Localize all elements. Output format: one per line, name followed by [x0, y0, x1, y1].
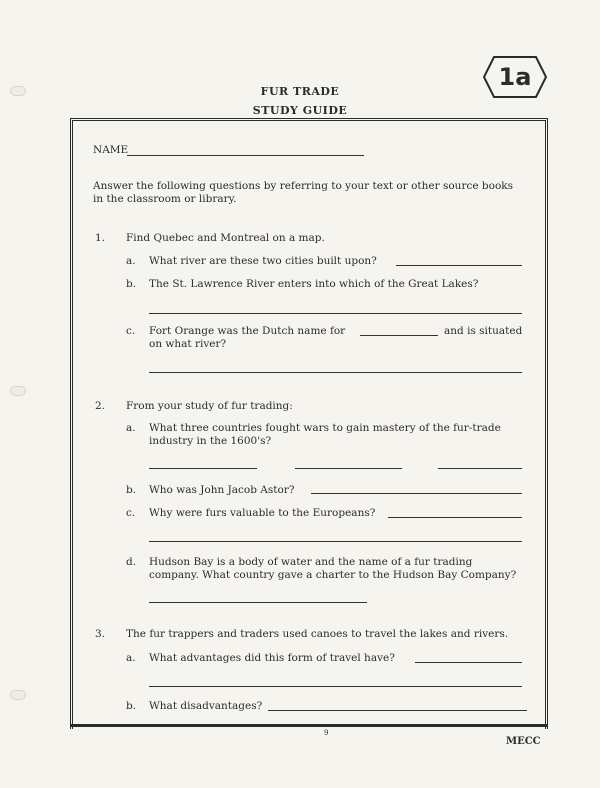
page-number: 9	[324, 729, 329, 737]
q2b-text: Who was John Jacob Astor?	[149, 484, 295, 496]
q1c-answer-line[interactable]	[149, 372, 522, 373]
q2c-inline-answer-line[interactable]	[388, 517, 522, 518]
publisher-label: MECC	[506, 736, 541, 747]
q2b-letter: b.	[126, 484, 137, 496]
binder-hole-bottom	[10, 690, 26, 700]
q2b-answer-line[interactable]	[311, 493, 522, 494]
q1a-answer-line[interactable]	[396, 265, 522, 266]
q2c-answer-line[interactable]	[149, 541, 522, 542]
q2a-line-2: industry in the 1600's?	[149, 435, 272, 447]
q3a-letter: a.	[126, 652, 136, 664]
name-answer-line[interactable]	[127, 155, 364, 156]
q3-prompt: The fur trappers and traders used canoes to travel the lakes and rivers.	[126, 628, 509, 640]
q1a-text: What river are these two cities built upon?	[149, 255, 377, 267]
q2c-text: Why were furs valuable to the Europeans?	[149, 507, 376, 519]
q3a-inline-answer-line[interactable]	[415, 662, 522, 663]
q3b-text: What disadvantages?	[149, 700, 263, 712]
q2d-line-2: company. What country gave a charter to the Hudson Bay Company?	[149, 569, 517, 581]
q2a-answer-line-1[interactable]	[149, 468, 257, 469]
lesson-badge-label: 1a	[498, 63, 532, 91]
q1b-text: The St. Lawrence River enters into which of the Great Lakes?	[149, 278, 479, 290]
q3a-text: What advantages did this form of travel have?	[149, 652, 395, 664]
q2-number: 2.	[95, 400, 106, 412]
worksheet-frame-bottom	[70, 724, 548, 731]
binder-hole-middle	[10, 386, 26, 396]
q2c-letter: c.	[126, 507, 136, 519]
q1b-answer-line[interactable]	[149, 313, 522, 314]
q1a-letter: a.	[126, 255, 136, 267]
q2a-answer-line-3[interactable]	[438, 468, 522, 469]
q2d-line-1: Hudson Bay is a body of water and the name of a fur trading	[149, 556, 473, 568]
q1c-text-part1: Fort Orange was the Dutch name for	[149, 325, 346, 337]
q3-number: 3.	[95, 628, 106, 640]
q1-number: 1.	[95, 232, 106, 244]
q2d-letter: d.	[126, 556, 137, 568]
q1c-text-part2: and is situated	[444, 325, 523, 337]
q3a-answer-line[interactable]	[149, 686, 522, 687]
q2a-letter: a.	[126, 422, 136, 434]
q3b-answer-line[interactable]	[268, 710, 527, 711]
q2a-answer-line-2[interactable]	[295, 468, 402, 469]
lesson-badge	[482, 55, 548, 99]
q2-prompt: From your study of fur trading:	[126, 400, 293, 412]
worksheet-subtitle: STUDY GUIDE	[252, 104, 348, 117]
q3b-letter: b.	[126, 700, 137, 712]
q2a-line-1: What three countries fought wars to gain mastery of the fur-trade	[149, 422, 501, 434]
worksheet-title: FUR TRADE	[260, 85, 340, 98]
q2d-answer-line[interactable]	[149, 602, 367, 603]
q1b-letter: b.	[126, 278, 137, 290]
instructions-line-2: in the classroom or library.	[93, 193, 237, 205]
q1c-inline-answer-line[interactable]	[360, 335, 438, 336]
q1c-text-part3: on what river?	[149, 338, 227, 350]
q1-prompt: Find Quebec and Montreal on a map.	[126, 232, 325, 244]
name-label: NAME	[93, 144, 129, 156]
q1c-letter: c.	[126, 325, 136, 337]
instructions-line-1: Answer the following questions by referring to your text or other source books	[93, 180, 514, 192]
